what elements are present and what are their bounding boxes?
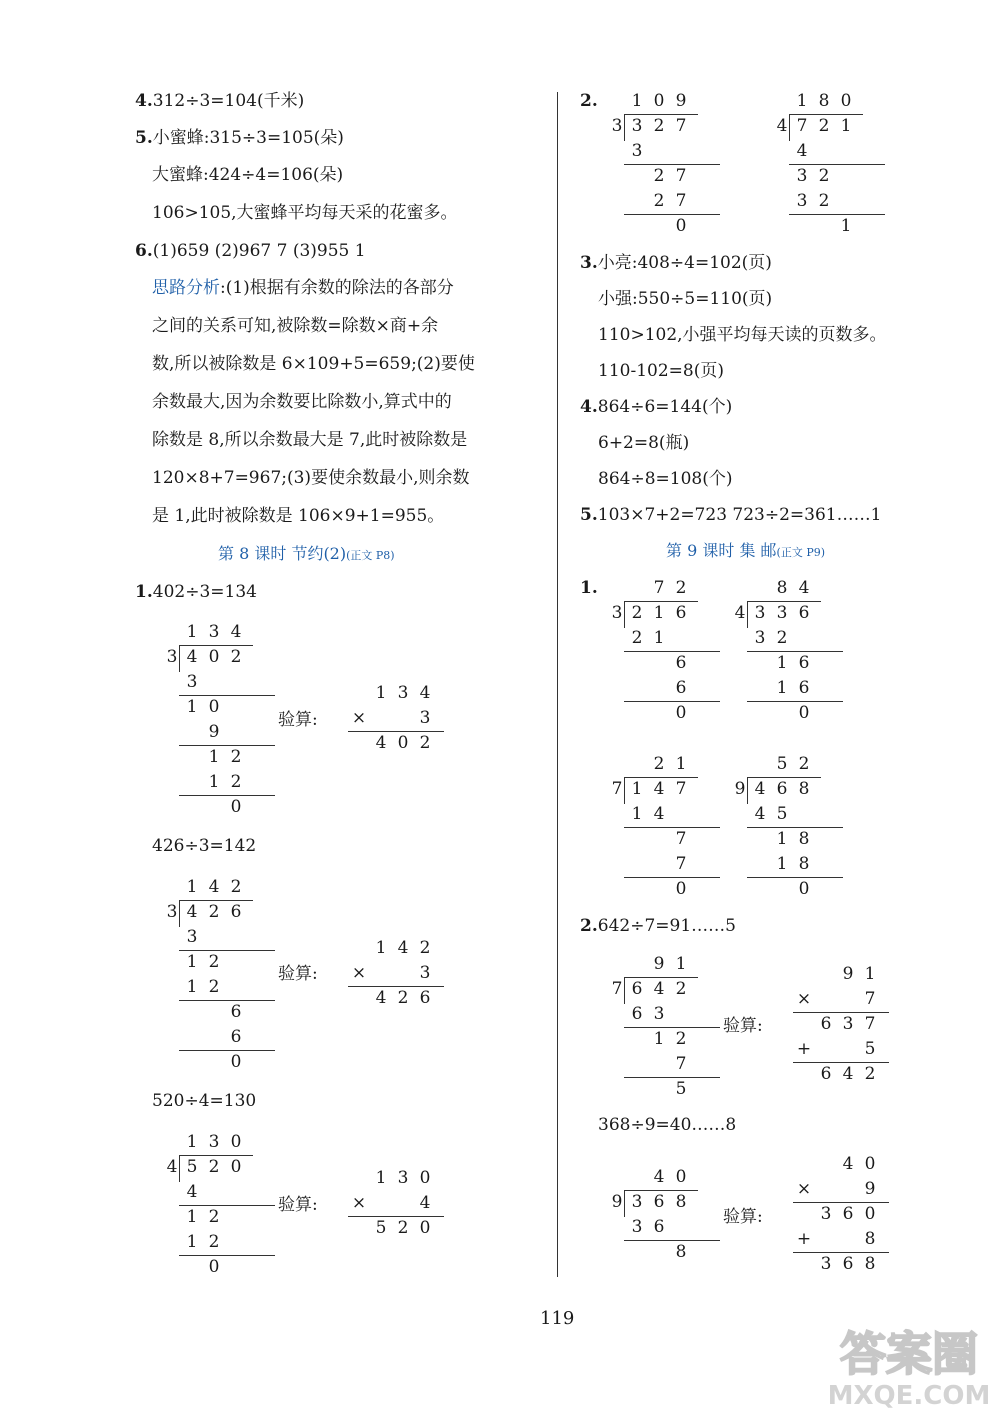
subtraction-line: [624, 1077, 720, 1078]
l9-q1-num: 1.: [580, 578, 598, 598]
check-label: 验算:: [723, 1016, 763, 1036]
check-digit: 0: [864, 1204, 876, 1224]
column-divider: [557, 92, 558, 1277]
step-digit: 1: [208, 747, 220, 767]
times-sign: ×: [351, 1193, 367, 1213]
check-digit: 4: [419, 1193, 431, 1213]
step-digit: 0: [208, 697, 220, 717]
step-digit: 1: [208, 772, 220, 792]
quotient-digit: 2: [798, 754, 810, 774]
step-digit: 3: [754, 628, 766, 648]
times-sign: ×: [351, 708, 367, 728]
check-digit: 1: [864, 964, 876, 984]
step-digit: 3: [186, 927, 198, 947]
step-digit: 1: [653, 628, 665, 648]
check-digit: 4: [397, 938, 409, 958]
step-digit: 6: [675, 653, 687, 673]
check-digit: 2: [397, 1218, 409, 1238]
lesson9-heading: 第 9 课时 集 邮(正文 P9): [666, 541, 826, 560]
dividend-digit: 7: [675, 779, 687, 799]
check-digit: 4: [842, 1064, 854, 1084]
analysis-line-2: 数,所以被除数是 6×109+5=659;(2)要使: [152, 354, 475, 374]
step-digit: 0: [798, 703, 810, 723]
quotient-digit: 1: [186, 1132, 198, 1152]
step-digit: 2: [675, 1029, 687, 1049]
step-digit: 2: [818, 191, 830, 211]
step-digit: 8: [675, 1242, 687, 1262]
dividend-digit: 1: [631, 779, 643, 799]
plus-sign: +: [796, 1039, 812, 1059]
dividend-digit: 4: [186, 647, 198, 667]
quotient-digit: 2: [653, 754, 665, 774]
analysis-line-5: 120×8+7=967;(3)要使余数最小,则余数: [152, 468, 470, 488]
divisor-digit: 4: [166, 1157, 178, 1177]
dividend-digit: 6: [798, 603, 810, 623]
step-digit: 1: [776, 653, 788, 673]
quotient-digit: 1: [186, 622, 198, 642]
svg-text:答案圈: 答案圈: [840, 1327, 978, 1381]
quotient-digit: 1: [796, 91, 808, 111]
step-digit: 2: [653, 191, 665, 211]
step-digit: 5: [776, 804, 788, 824]
quotient-digit: 4: [653, 1167, 665, 1187]
step-digit: 1: [840, 216, 852, 236]
step-digit: 2: [208, 1232, 220, 1252]
step-digit: 4: [754, 804, 766, 824]
dividend-digit: 6: [631, 979, 643, 999]
check-digit: 3: [842, 1014, 854, 1034]
divisor-digit: 9: [611, 1192, 623, 1212]
step-digit: 0: [675, 216, 687, 236]
analysis-line-4: 除数是 8,所以余数最大是 7,此时被除数是: [152, 430, 468, 450]
right-q2-num: 2.: [580, 91, 598, 111]
step-digit: 0: [208, 1257, 220, 1277]
step-digit: 2: [208, 977, 220, 997]
dividend-digit: 6: [675, 603, 687, 623]
step-digit: 2: [230, 747, 242, 767]
step-digit: 8: [798, 854, 810, 874]
check-digit: 2: [397, 988, 409, 1008]
step-digit: 1: [631, 804, 643, 824]
check-digit: 8: [864, 1254, 876, 1274]
dividend-digit: 0: [230, 1157, 242, 1177]
quotient-digit: 9: [653, 954, 665, 974]
quotient-digit: 0: [653, 91, 665, 111]
step-digit: 2: [818, 166, 830, 186]
dividend-digit: 5: [186, 1157, 198, 1177]
dividend-digit: 4: [653, 979, 665, 999]
step-digit: 7: [675, 166, 687, 186]
step-digit: 2: [631, 628, 643, 648]
step-digit: 8: [798, 829, 810, 849]
dividend-digit: 3: [776, 603, 788, 623]
quotient-digit: 2: [675, 578, 687, 598]
check-digit: 9: [842, 964, 854, 984]
check-digit: 8: [864, 1229, 876, 1249]
check-digit: 6: [842, 1254, 854, 1274]
check-digit: 6: [820, 1014, 832, 1034]
subtraction-line: [624, 877, 720, 878]
step-digit: 1: [776, 829, 788, 849]
step-digit: 6: [631, 1004, 643, 1024]
subtraction-line: [179, 695, 275, 696]
quotient-digit: 4: [798, 578, 810, 598]
check-digit: 4: [419, 683, 431, 703]
step-digit: 0: [230, 1052, 242, 1072]
dividend-digit: 2: [675, 979, 687, 999]
subtraction-line: [624, 827, 720, 828]
subtraction-line: [789, 214, 885, 215]
check-digit: 7: [864, 989, 876, 1009]
step-digit: 1: [186, 1232, 198, 1252]
quotient-digit: 0: [675, 1167, 687, 1187]
divisor-digit: 7: [611, 779, 623, 799]
subtraction-line: [179, 950, 275, 951]
quotient-digit: 8: [776, 578, 788, 598]
analysis-line-3: 余数最大,因为余数要比除数小,算式中的: [152, 392, 452, 412]
dividend-digit: 2: [208, 1157, 220, 1177]
dividend-digit: 0: [208, 647, 220, 667]
left-q5-line3: 106>105,大蜜蜂平均每天采的花蜜多。: [152, 203, 458, 223]
check-digit: 0: [397, 733, 409, 753]
step-digit: 3: [631, 141, 643, 161]
step-digit: 3: [796, 166, 808, 186]
dividend-digit: 2: [818, 116, 830, 136]
dividend-digit: 2: [631, 603, 643, 623]
check-label: 验算:: [278, 964, 318, 984]
right-q3-line2: 小强:550÷5=110(页): [598, 289, 773, 309]
lesson8-heading: 第 8 课时 节约(2)(正文 P8): [218, 544, 395, 563]
subtraction-line: [789, 164, 885, 165]
divisor-digit: 9: [734, 779, 746, 799]
check-digit: 4: [842, 1154, 854, 1174]
divisor-digit: 3: [166, 902, 178, 922]
divisor-digit: 3: [166, 647, 178, 667]
right-q3-line1: 3.小亮:408÷4=102(页): [580, 253, 772, 273]
subtraction-line: [747, 877, 843, 878]
right-q3-line3: 110>102,小强平均每天读的页数多。: [598, 325, 887, 345]
check-digit: 5: [864, 1039, 876, 1059]
quotient-digit: 3: [208, 622, 220, 642]
dividend-digit: 6: [653, 1192, 665, 1212]
dividend-digit: 8: [675, 1192, 687, 1212]
divisor-digit: 4: [776, 116, 788, 136]
divisor-digit: 4: [734, 603, 746, 623]
step-digit: 1: [186, 697, 198, 717]
right-q4-line3: 864÷8=108(个): [598, 469, 733, 489]
dividend-digit: 4: [653, 779, 665, 799]
subtraction-line: [747, 701, 843, 702]
left-q4: 4.312÷3=104(千米): [135, 91, 305, 111]
step-digit: 0: [675, 703, 687, 723]
step-digit: 3: [653, 1004, 665, 1024]
step-digit: 1: [186, 952, 198, 972]
step-digit: 1: [653, 1029, 665, 1049]
step-digit: 1: [186, 977, 198, 997]
dividend-digit: 8: [798, 779, 810, 799]
right-q4-line2: 6+2=8(瓶): [598, 433, 690, 453]
step-digit: 2: [776, 628, 788, 648]
step-digit: 9: [208, 722, 220, 742]
step-digit: 7: [675, 191, 687, 211]
dividend-digit: 3: [631, 1192, 643, 1212]
check-digit: 3: [397, 683, 409, 703]
divisor-digit: 7: [611, 979, 623, 999]
l8-q1-eq3: 520÷4=130: [152, 1091, 257, 1111]
left-q5-line2: 大蜜蜂:424÷4=106(朵): [152, 165, 344, 185]
analysis-line-0: 思路分析:(1)根据有余数的除法的各部分: [152, 278, 454, 298]
check-label: 验算:: [278, 1195, 318, 1215]
subtraction-line: [179, 1255, 275, 1256]
step-digit: 2: [208, 1207, 220, 1227]
step-digit: 2: [208, 952, 220, 972]
dividend-digit: 3: [754, 603, 766, 623]
dividend-digit: 7: [675, 116, 687, 136]
step-digit: 7: [675, 829, 687, 849]
quotient-digit: 1: [675, 754, 687, 774]
check-digit: 6: [842, 1204, 854, 1224]
check-digit: 0: [419, 1168, 431, 1188]
subtraction-line: [624, 214, 720, 215]
check-label: 验算:: [278, 710, 318, 730]
subtraction-line: [624, 164, 720, 165]
check-digit: 0: [419, 1218, 431, 1238]
quotient-digit: 9: [675, 91, 687, 111]
subtraction-line: [624, 1027, 720, 1028]
check-digit: 1: [375, 683, 387, 703]
subtraction-line: [179, 1050, 275, 1051]
dividend-digit: 6: [230, 902, 242, 922]
step-digit: 2: [230, 772, 242, 792]
step-digit: 6: [230, 1002, 242, 1022]
l9-q2-eq1: 2.642÷7=91……5: [580, 916, 736, 936]
l8-q1-eq1: 1.402÷3=134: [135, 582, 257, 602]
dividend-digit: 2: [208, 902, 220, 922]
step-digit: 7: [675, 854, 687, 874]
subtraction-line: [179, 1205, 275, 1206]
step-digit: 7: [675, 1054, 687, 1074]
check-label: 验算:: [723, 1207, 763, 1227]
dividend-digit: 3: [631, 116, 643, 136]
step-digit: 1: [776, 678, 788, 698]
dividend-digit: 4: [186, 902, 198, 922]
step-digit: 3: [186, 672, 198, 692]
watermark-logo: [824, 1312, 994, 1417]
check-digit: 3: [820, 1204, 832, 1224]
check-digit: 1: [375, 1168, 387, 1188]
analysis-line-6: 是 1,此时被除数是 106×9+1=955。: [152, 506, 445, 526]
step-digit: 4: [186, 1182, 198, 1202]
check-digit: 3: [419, 708, 431, 728]
page-number: 119: [540, 1308, 575, 1329]
times-sign: ×: [796, 1179, 812, 1199]
left-q6: 6.(1)659 (2)967 7 (3)955 1: [135, 241, 366, 261]
left-q5-line1: 5.小蜜蜂:315÷3=105(朵): [135, 128, 344, 148]
times-sign: ×: [796, 989, 812, 1009]
dividend-digit: 1: [653, 603, 665, 623]
quotient-digit: 0: [230, 1132, 242, 1152]
divisor-digit: 3: [611, 603, 623, 623]
check-digit: 3: [820, 1254, 832, 1274]
step-digit: 1: [186, 1207, 198, 1227]
l8-q1-eq2: 426÷3=142: [152, 836, 257, 856]
times-sign: ×: [351, 963, 367, 983]
dividend-digit: 2: [230, 647, 242, 667]
subtraction-line: [624, 701, 720, 702]
plus-sign: +: [796, 1229, 812, 1249]
quotient-digit: 8: [818, 91, 830, 111]
quotient-digit: 1: [675, 954, 687, 974]
check-digit: 1: [375, 938, 387, 958]
step-digit: 4: [653, 804, 665, 824]
quotient-digit: 1: [631, 91, 643, 111]
subtraction-line: [747, 827, 843, 828]
check-digit: 4: [375, 733, 387, 753]
right-q5: 5.103×7+2=723 723÷2=361……1: [580, 505, 882, 525]
check-digit: 9: [864, 1179, 876, 1199]
step-digit: 6: [653, 1217, 665, 1237]
step-digit: 0: [798, 879, 810, 899]
svg-text:MXQE.COM: MXQE.COM: [827, 1381, 991, 1411]
step-digit: 0: [230, 797, 242, 817]
quotient-digit: 0: [840, 91, 852, 111]
quotient-digit: 1: [186, 877, 198, 897]
step-digit: 3: [631, 1217, 643, 1237]
step-digit: 3: [796, 191, 808, 211]
subtraction-line: [179, 795, 275, 796]
check-digit: 3: [419, 963, 431, 983]
divisor-digit: 3: [611, 116, 623, 136]
check-digit: 7: [864, 1014, 876, 1034]
quotient-digit: 7: [653, 578, 665, 598]
check-digit: 6: [820, 1064, 832, 1084]
dividend-digit: 7: [796, 116, 808, 136]
step-digit: 6: [230, 1027, 242, 1047]
check-digit: 2: [864, 1064, 876, 1084]
step-digit: 4: [796, 141, 808, 161]
step-digit: 6: [675, 678, 687, 698]
analysis-line-1: 之间的关系可知,被除数=除数×商+余: [152, 316, 439, 336]
quotient-digit: 3: [208, 1132, 220, 1152]
dividend-digit: 1: [840, 116, 852, 136]
check-digit: 4: [375, 988, 387, 1008]
quotient-digit: 2: [230, 877, 242, 897]
subtraction-line: [624, 1240, 720, 1241]
right-q4-line1: 4.864÷6=144(个): [580, 397, 733, 417]
subtraction-line: [179, 1000, 275, 1001]
check-digit: 5: [375, 1218, 387, 1238]
step-digit: 2: [653, 166, 665, 186]
step-digit: 6: [798, 678, 810, 698]
quotient-digit: 5: [776, 754, 788, 774]
quotient-digit: 4: [230, 622, 242, 642]
quotient-digit: 4: [208, 877, 220, 897]
step-digit: 0: [675, 879, 687, 899]
dividend-digit: 4: [754, 779, 766, 799]
check-digit: 0: [864, 1154, 876, 1174]
l9-q2-eq2: 368÷9=40……8: [598, 1115, 737, 1135]
dividend-digit: 6: [776, 779, 788, 799]
subtraction-line: [179, 745, 275, 746]
subtraction-line: [747, 651, 843, 652]
check-digit: 6: [419, 988, 431, 1008]
check-digit: 3: [397, 1168, 409, 1188]
subtraction-line: [624, 651, 720, 652]
step-digit: 1: [776, 854, 788, 874]
dividend-digit: 2: [653, 116, 665, 136]
step-digit: 5: [675, 1079, 687, 1099]
step-digit: 6: [798, 653, 810, 673]
right-q3-line4: 110-102=8(页): [598, 361, 724, 381]
check-digit: 2: [419, 733, 431, 753]
check-digit: 2: [419, 938, 431, 958]
